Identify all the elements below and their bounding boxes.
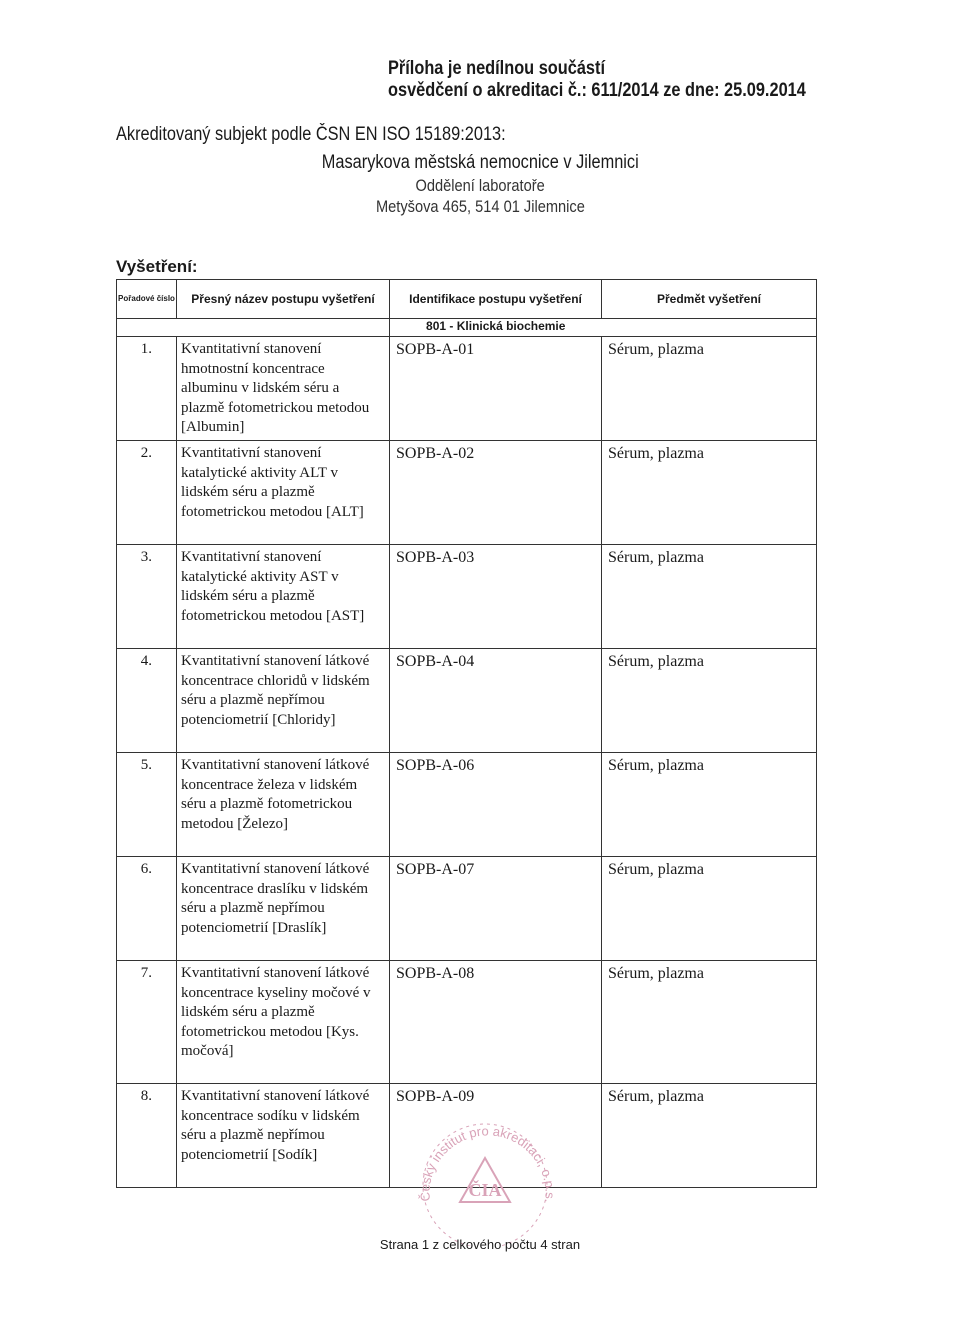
row-number: 1. (117, 337, 177, 441)
row-number: 4. (117, 649, 177, 753)
examination-subject: Sérum, plazma (602, 857, 817, 961)
examination-subject: Sérum, plazma (602, 441, 817, 545)
page-footer: Strana 1 z celkového počtu 4 stran (379, 1237, 581, 1252)
annex-line-2: osvědčení o akreditaci č.: 611/2014 ze dne: 25.09.2014 (388, 80, 806, 101)
procedure-ident: SOPB-A-09 (390, 1084, 602, 1188)
examination-subject: Sérum, plazma (602, 337, 817, 441)
row-number: 3. (117, 545, 177, 649)
procedure-name: Kvantitativní stanovení látkové koncentrace draslíku v lidském séru a plazmě nepřímou potenciometrií [Draslík] (177, 857, 390, 961)
section-blank-3 (602, 319, 817, 337)
stamp-logo-icon: ČIA (468, 1180, 502, 1200)
accredited-subject-label: Akreditovaný subjekt podle ČSN EN ISO 15189:2013: (116, 124, 506, 145)
table-row (117, 857, 817, 961)
section-blank-2 (177, 319, 390, 337)
row-number: 7. (117, 961, 177, 1084)
table-row (117, 753, 817, 857)
annex-note (388, 58, 806, 102)
organization-name: Masarykova městská nemocnice v Jilemnici (321, 152, 639, 173)
procedure-name: Kvantitativní stanovení látkové koncentrace sodíku v lidském séru a plazmě nepřímou potenciometrií [Sodík] (177, 1084, 390, 1188)
table-row (117, 649, 817, 753)
procedure-name: Kvantitativní stanovení látkové koncentrace železa v lidském séru a plazmě fotometrickou metodou [Železo] (177, 753, 390, 857)
annex-line-1: Příloha je nedílnou součástí (388, 58, 606, 79)
examinations-table (116, 279, 817, 1188)
examination-subject: Sérum, plazma (602, 961, 817, 1084)
examination-subject: Sérum, plazma (602, 649, 817, 753)
header-subject: Předmět vyšetření (602, 280, 817, 319)
row-number: 2. (117, 441, 177, 545)
header-ident: Identifikace postupu vyšetření (390, 280, 602, 319)
procedure-name: Kvantitativní stanovení látkové koncentrace chloridů v lidském séru a plazmě nepřímou potenciometrií [Chloridy] (177, 649, 390, 753)
examination-subject: Sérum, plazma (602, 545, 817, 649)
section-title: Vyšetření: (116, 257, 198, 276)
organization-address: Metyšova 465, 514 01 Jilemnice (375, 197, 585, 216)
procedure-ident: SOPB-A-01 (390, 337, 602, 441)
procedure-ident: SOPB-A-04 (390, 649, 602, 753)
procedure-name: Kvantitativní stanovení látkové koncentrace kyseliny močové v lidském séru a plazmě fotometrickou metodou [Kys. močová] (177, 961, 390, 1084)
department-name: Oddělení laboratoře (415, 176, 545, 195)
header-name: Přesný název postupu vyšetření (177, 280, 390, 319)
accreditation-stamp (405, 1106, 565, 1246)
header-order: Pořadové číslo (117, 280, 177, 319)
procedure-name: Kvantitativní stanovení katalytické aktivity ALT v lidském séru a plazmě fotometrickou metodou [ALT] (177, 441, 390, 545)
procedure-ident: SOPB-A-02 (390, 441, 602, 545)
section-label: 801 - Klinická biochemie (390, 319, 602, 337)
procedure-ident: SOPB-A-06 (390, 753, 602, 857)
row-number: 6. (117, 857, 177, 961)
row-number: 8. (117, 1084, 177, 1188)
section-blank-1 (117, 319, 177, 337)
procedure-ident: SOPB-A-08 (390, 961, 602, 1084)
row-number: 5. (117, 753, 177, 857)
table-row (117, 961, 817, 1084)
table-row (117, 441, 817, 545)
procedure-ident: SOPB-A-03 (390, 545, 602, 649)
table-row (117, 337, 817, 441)
examination-subject: Sérum, plazma (602, 1084, 817, 1188)
procedure-name: Kvantitativní stanovení katalytické aktivity AST v lidském séru a plazmě fotometrickou metodou [AST] (177, 545, 390, 649)
section-row (117, 319, 817, 337)
examination-subject: Sérum, plazma (602, 753, 817, 857)
table-header-row (117, 280, 817, 319)
procedure-name: Kvantitativní stanovení hmotnostní koncentrace albuminu v lidském séru a plazmě fotometrickou metodou [Albumin] (177, 337, 390, 441)
stamp-text: Český institut pro akreditaci, o.p.s. (417, 1123, 558, 1204)
procedure-ident: SOPB-A-07 (390, 857, 602, 961)
table-row (117, 545, 817, 649)
